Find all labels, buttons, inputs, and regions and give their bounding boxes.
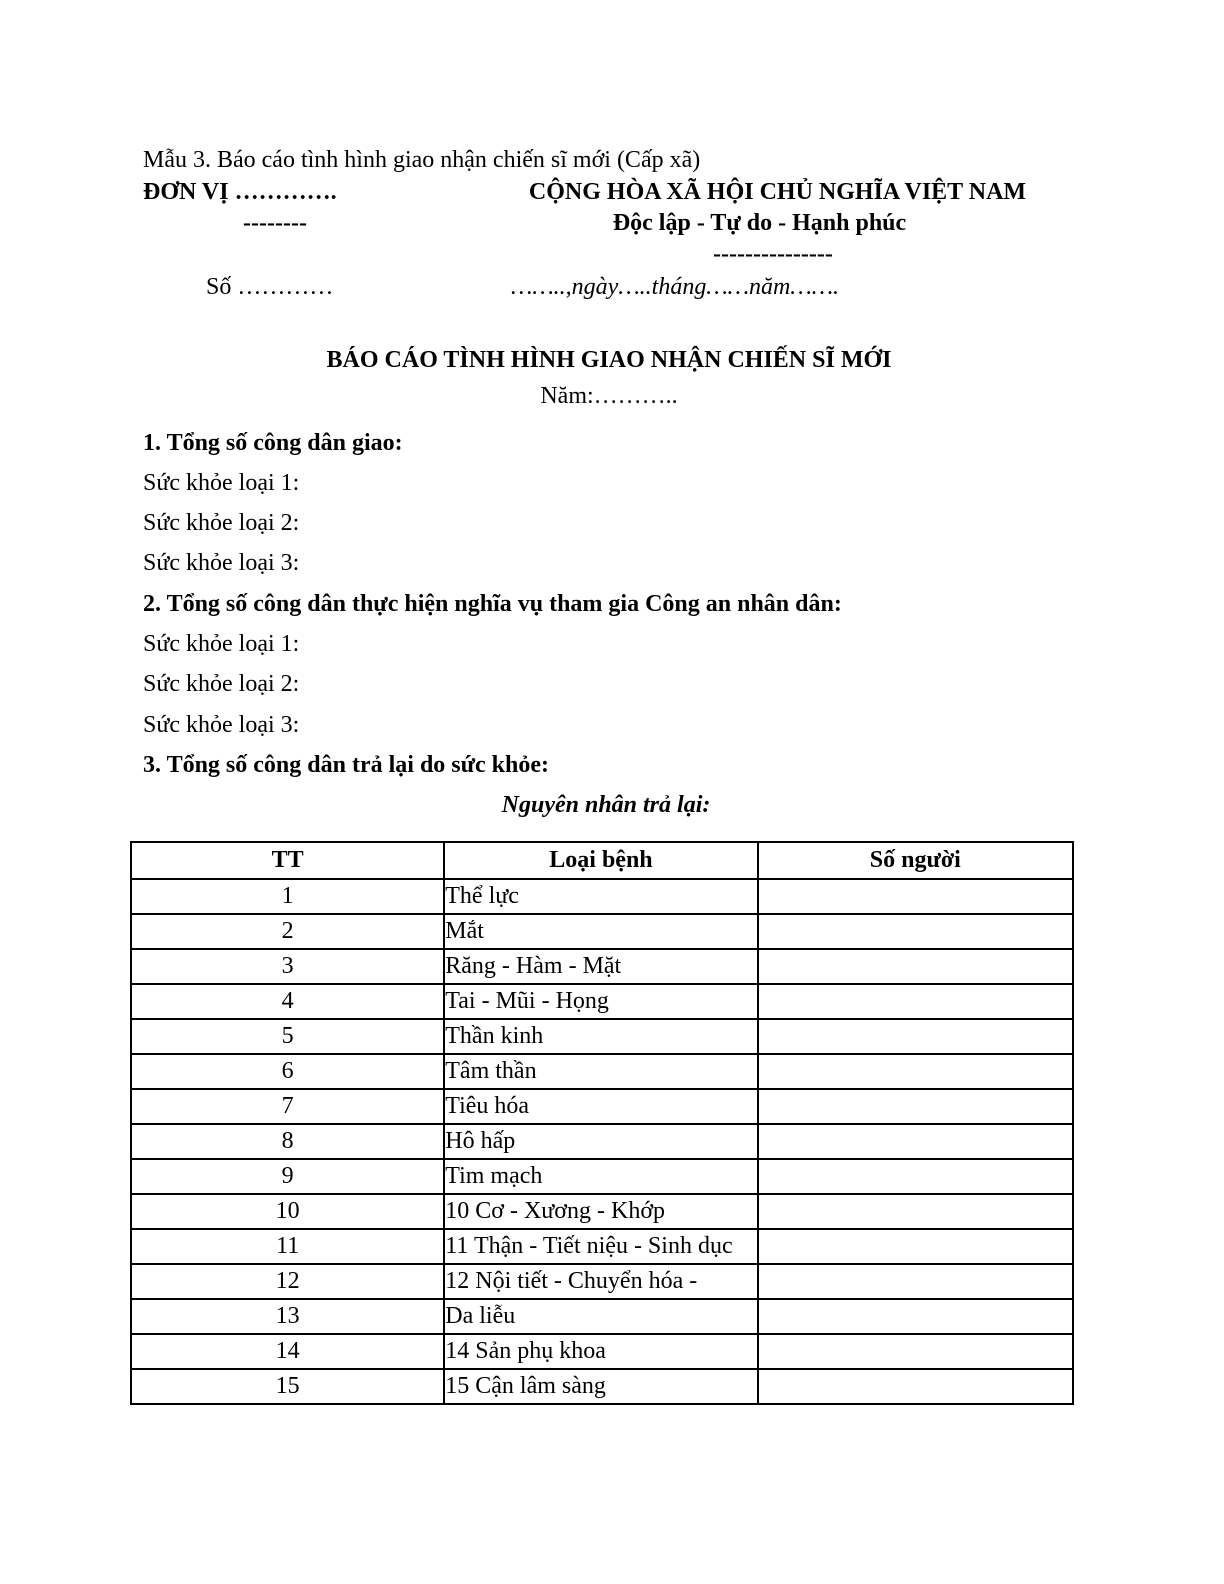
table-header-row xyxy=(131,842,1073,879)
report-title: BÁO CÁO TÌNH HÌNH GIAO NHẬN CHIẾN SĨ MỚI xyxy=(326,347,892,373)
cell-loai-benh: Da liễu xyxy=(444,1299,757,1334)
document-number: Số ………… xyxy=(206,274,334,300)
table-row xyxy=(131,1194,1073,1229)
cell-loai-benh: 10 Cơ - Xương - Khớp xyxy=(444,1194,757,1229)
cell-so-nguoi[interactable] xyxy=(758,949,1073,984)
section-1-item-2: Sức khỏe loại 2: xyxy=(143,510,300,536)
section-2-item-2: Sức khỏe loại 2: xyxy=(143,671,300,697)
cell-loai-benh: Mắt xyxy=(444,914,757,949)
cell-so-nguoi[interactable] xyxy=(758,1229,1073,1264)
cell-loai-benh: 14 Sản phụ khoa xyxy=(444,1334,757,1369)
motto-rule: --------------- xyxy=(713,241,833,267)
cell-tt: 1 xyxy=(131,879,444,914)
section-1-item-1: Sức khỏe loại 1: xyxy=(143,470,300,496)
table-row xyxy=(131,1159,1073,1194)
country-name: CỘNG HÒA XÃ HỘI CHỦ NGHĨA VIỆT NAM xyxy=(528,179,1027,205)
table-row xyxy=(131,1229,1073,1264)
cell-loai-benh: 12 Nội tiết - Chuyển hóa - xyxy=(444,1264,757,1299)
cell-loai-benh: Hô hấp xyxy=(444,1124,757,1159)
cell-loai-benh: Tim mạch xyxy=(444,1159,757,1194)
table-row xyxy=(131,1054,1073,1089)
cell-so-nguoi[interactable] xyxy=(758,1019,1073,1054)
cell-so-nguoi[interactable] xyxy=(758,1194,1073,1229)
cell-so-nguoi[interactable] xyxy=(758,1159,1073,1194)
form-label: Mẫu 3. Báo cáo tình hình giao nhận chiến sĩ mới (Cấp xã) xyxy=(143,147,701,173)
date-line: ……..,ngày…..tháng……năm……. xyxy=(511,274,840,300)
cell-so-nguoi[interactable] xyxy=(758,879,1073,914)
table-row xyxy=(131,1264,1073,1299)
cell-tt: 2 xyxy=(131,914,444,949)
table-row xyxy=(131,1369,1073,1404)
unit-name: ĐƠN VỊ …………. xyxy=(143,179,337,205)
section-3-heading: 3. Tổng số công dân trả lại do sức khỏe: xyxy=(143,752,550,778)
cell-tt: 12 xyxy=(131,1264,444,1299)
section-1-item-3: Sức khỏe loại 3: xyxy=(143,550,300,576)
table-row xyxy=(131,949,1073,984)
section-2-item-3: Sức khỏe loại 3: xyxy=(143,712,300,738)
section-1-heading: 1. Tổng số công dân giao: xyxy=(143,430,403,456)
cell-tt: 7 xyxy=(131,1089,444,1124)
section-3-subheading: Nguyên nhân trả lại: xyxy=(501,792,711,818)
cell-loai-benh: Thể lực xyxy=(444,879,757,914)
header-loai-benh: Loại bệnh xyxy=(444,842,757,879)
section-2-heading: 2. Tổng số công dân thực hiện nghĩa vụ tham gia Công an nhân dân: xyxy=(143,591,842,617)
table-row xyxy=(131,1089,1073,1124)
cell-so-nguoi[interactable] xyxy=(758,914,1073,949)
table-row xyxy=(131,1019,1073,1054)
cell-so-nguoi[interactable] xyxy=(758,1054,1073,1089)
cell-tt: 8 xyxy=(131,1124,444,1159)
table-row xyxy=(131,984,1073,1019)
header-so-nguoi: Số người xyxy=(758,842,1073,879)
cell-tt: 6 xyxy=(131,1054,444,1089)
header-tt: TT xyxy=(131,842,444,879)
table-row xyxy=(131,1299,1073,1334)
table-row xyxy=(131,914,1073,949)
cell-loai-benh: 11 Thận - Tiết niệu - Sinh dục xyxy=(444,1229,757,1264)
national-motto: Độc lập - Tự do - Hạnh phúc xyxy=(612,210,907,236)
table-row xyxy=(131,1124,1073,1159)
cell-tt: 9 xyxy=(131,1159,444,1194)
section-2-item-1: Sức khỏe loại 1: xyxy=(143,631,300,657)
cell-so-nguoi[interactable] xyxy=(758,1264,1073,1299)
cell-loai-benh: Tiêu hóa xyxy=(444,1089,757,1124)
cell-tt: 15 xyxy=(131,1369,444,1404)
cell-tt: 4 xyxy=(131,984,444,1019)
cell-tt: 14 xyxy=(131,1334,444,1369)
cell-so-nguoi[interactable] xyxy=(758,1089,1073,1124)
cell-so-nguoi[interactable] xyxy=(758,1334,1073,1369)
cell-tt: 11 xyxy=(131,1229,444,1264)
table-row xyxy=(131,1334,1073,1369)
unit-rule: -------- xyxy=(243,210,307,236)
table-row xyxy=(131,879,1073,914)
cell-loai-benh: Tâm thần xyxy=(444,1054,757,1089)
cell-loai-benh: Tai - Mũi - Họng xyxy=(444,984,757,1019)
cell-so-nguoi[interactable] xyxy=(758,1369,1073,1404)
cell-tt: 5 xyxy=(131,1019,444,1054)
cell-loai-benh: Thần kinh xyxy=(444,1019,757,1054)
cell-so-nguoi[interactable] xyxy=(758,1299,1073,1334)
report-year: Năm:……….. xyxy=(540,383,678,409)
cell-tt: 10 xyxy=(131,1194,444,1229)
disease-table xyxy=(130,841,1074,1405)
cell-so-nguoi[interactable] xyxy=(758,1124,1073,1159)
cell-tt: 3 xyxy=(131,949,444,984)
cell-loai-benh: 15 Cận lâm sàng xyxy=(444,1369,757,1404)
cell-tt: 13 xyxy=(131,1299,444,1334)
cell-so-nguoi[interactable] xyxy=(758,984,1073,1019)
cell-loai-benh: Răng - Hàm - Mặt xyxy=(444,949,757,984)
